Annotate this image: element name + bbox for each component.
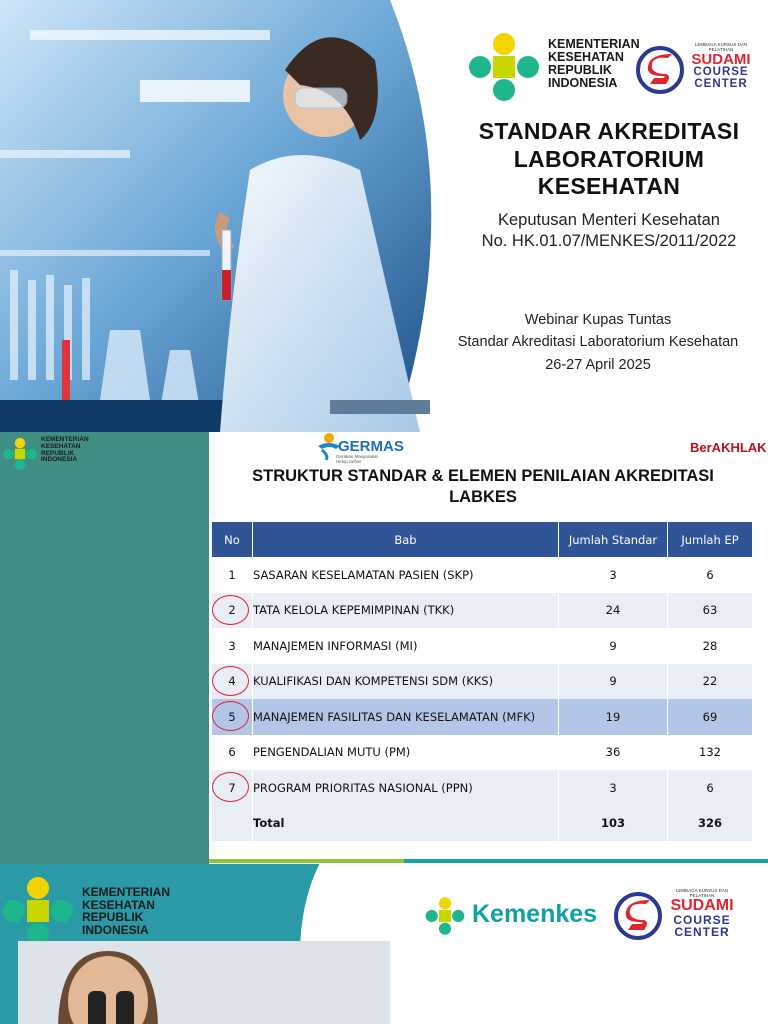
slide-2 (0, 432, 768, 864)
ministry-line: REPUBLIK (548, 63, 612, 78)
cell-total-ep: 326 (668, 806, 753, 842)
slide-title (450, 118, 768, 201)
cell-ep: 63 (668, 593, 753, 629)
header-no: No (212, 522, 253, 557)
ministry-line: KEMENTERIAN (82, 885, 171, 899)
sudami-logo-icon (614, 892, 662, 940)
ministry-line: KESEHATAN (548, 50, 624, 65)
ministry-name (82, 886, 170, 936)
kemenkes-logo-icon (2, 436, 38, 472)
cell-bab: TATA KELOLA KEPEMIMPINAN (TKK) (253, 593, 559, 629)
sudami-tagline: LEMBAGA KURSUS DAN PELATIHAN (675, 888, 729, 898)
kemenkes-wordmark: Kemenkes (472, 900, 598, 928)
table-row (212, 664, 752, 700)
lab-photo (0, 0, 450, 432)
cell-no-value: 2 (228, 603, 236, 618)
teal-sidebar (0, 432, 209, 864)
subtitle-line: Keputusan Menteri Kesehatan (498, 211, 720, 229)
table-row (212, 770, 752, 806)
cell-total-label: Total (253, 806, 559, 842)
ministry-line: INDONESIA (548, 76, 618, 91)
berakhlak-logo: BerAKHLAK (690, 440, 767, 455)
ministry-name (41, 437, 89, 464)
webinar-date: 26-27 April 2025 (545, 356, 651, 373)
slide-subtitle (450, 210, 768, 253)
cell-standar: 3 (559, 557, 668, 593)
sudami-line: COURSE (673, 913, 731, 927)
annotation-circle (212, 666, 249, 696)
sudami-name (664, 888, 740, 938)
table-row (212, 593, 752, 629)
kemenkes-logo-icon (0, 874, 76, 948)
cell-no (212, 806, 253, 842)
cell-bab: PENGENDALIAN MUTU (PM) (253, 735, 559, 771)
sudami-line: COURSE (693, 66, 749, 78)
table-row (212, 735, 752, 771)
title-line: LABKES (449, 487, 517, 506)
annotation-circle (212, 595, 249, 625)
sudami-line: CENTER (694, 77, 748, 90)
slide-3 (0, 864, 768, 1024)
title-line: KESEHATAN (537, 173, 681, 200)
cell-standar: 36 (559, 735, 668, 771)
cell-no-value: 4 (228, 674, 236, 689)
footer-accent-line (404, 859, 768, 863)
sudami-name (686, 42, 756, 90)
cell-bab: PROGRAM PRIORITAS NASIONAL (PPN) (253, 770, 559, 806)
cell-bab: MANAJEMEN INFORMASI (MI) (253, 628, 559, 664)
cell-no (212, 664, 253, 700)
cell-standar: 9 (559, 628, 668, 664)
ministry-line: KESEHATAN (82, 897, 155, 912)
germas-tagline-line: Hidup Sehat (336, 458, 361, 464)
scientist-photo (18, 941, 390, 1024)
title-line: STANDAR AKREDITASI (478, 118, 740, 144)
ministry-line: REPUBLIK (82, 910, 144, 925)
germas-tagline-line: Gerakan Masyarakat (336, 454, 378, 459)
cell-ep: 6 (668, 770, 753, 806)
header-standar: Jumlah Standar (559, 522, 668, 557)
footer-accent-line (209, 859, 404, 863)
sudami-logo-icon (636, 46, 684, 94)
cell-no-value: 7 (228, 780, 236, 795)
table-header-row (212, 522, 752, 557)
cell-standar: 24 (559, 593, 668, 629)
ministry-line: KEMENTERIAN (548, 37, 640, 51)
cell-no-value: 5 (228, 709, 236, 724)
standards-table (212, 522, 752, 841)
cell-standar: 9 (559, 664, 668, 700)
table-row (212, 557, 752, 593)
webinar-info (428, 309, 768, 376)
header-ep: Jumlah EP (668, 522, 753, 557)
cell-standar: 19 (559, 699, 668, 735)
sudami-line: CENTER (674, 925, 730, 939)
title-line: STRUKTUR STANDAR & ELEMEN PENILAIAN AKREDITASI (252, 467, 714, 485)
cell-ep: 28 (668, 628, 753, 664)
cell-ep: 6 (668, 557, 753, 593)
microscope-photo (18, 941, 390, 1024)
table-row-highlighted (212, 699, 752, 735)
webinar-line: Webinar Kupas Tuntas (524, 312, 672, 328)
subtitle-line: No. HK.01.07/MENKES/2011/2022 (481, 232, 737, 251)
ministry-line: KEMENTERIAN (41, 436, 89, 443)
slide-1 (0, 0, 768, 432)
cell-standar: 3 (559, 770, 668, 806)
ministry-line: REPUBLIK (41, 449, 75, 457)
kemenkes-logo-icon (466, 30, 542, 104)
annotation-circle (212, 701, 249, 731)
sudami-tagline: LEMBAGA KURSUS DAN PELATIHAN (694, 42, 748, 52)
cell-ep: 132 (668, 735, 753, 771)
cell-no: 1 (212, 557, 253, 593)
ministry-name (548, 38, 640, 91)
cell-no: 3 (212, 628, 253, 664)
table-row (212, 628, 752, 664)
cell-bab: SASARAN KESELAMATAN PASIEN (SKP) (253, 557, 559, 593)
title-line: LABORATORIUM (513, 145, 705, 172)
sudami-line: SUDAMI (670, 897, 734, 914)
cell-bab: KUALIFIKASI DAN KOMPETENSI SDM (KKS) (253, 664, 559, 700)
table-title (228, 466, 738, 507)
annotation-circle (212, 772, 249, 802)
webinar-line: Standar Akreditasi Laboratorium Kesehatan (457, 334, 739, 351)
table-total-row (212, 806, 752, 842)
cell-no (212, 593, 253, 629)
kemenkes-logo-icon (424, 895, 466, 937)
cell-bab: MANAJEMEN FASILITAS DAN KESELAMATAN (MFK) (253, 699, 559, 735)
cell-no: 6 (212, 735, 253, 771)
cell-no (212, 770, 253, 806)
cell-ep: 69 (668, 699, 753, 735)
sudami-line: SUDAMI (691, 51, 751, 68)
germas-name: GERMAS (338, 438, 404, 455)
ministry-line: KESEHATAN (41, 442, 81, 450)
cell-total-standar: 103 (559, 806, 668, 842)
header-bab: Bab (253, 522, 559, 557)
ministry-line: INDONESIA (41, 456, 78, 464)
cell-ep: 22 (668, 664, 753, 700)
cell-no (212, 699, 253, 735)
germas-tagline (336, 455, 378, 465)
ministry-line: INDONESIA (82, 922, 149, 937)
